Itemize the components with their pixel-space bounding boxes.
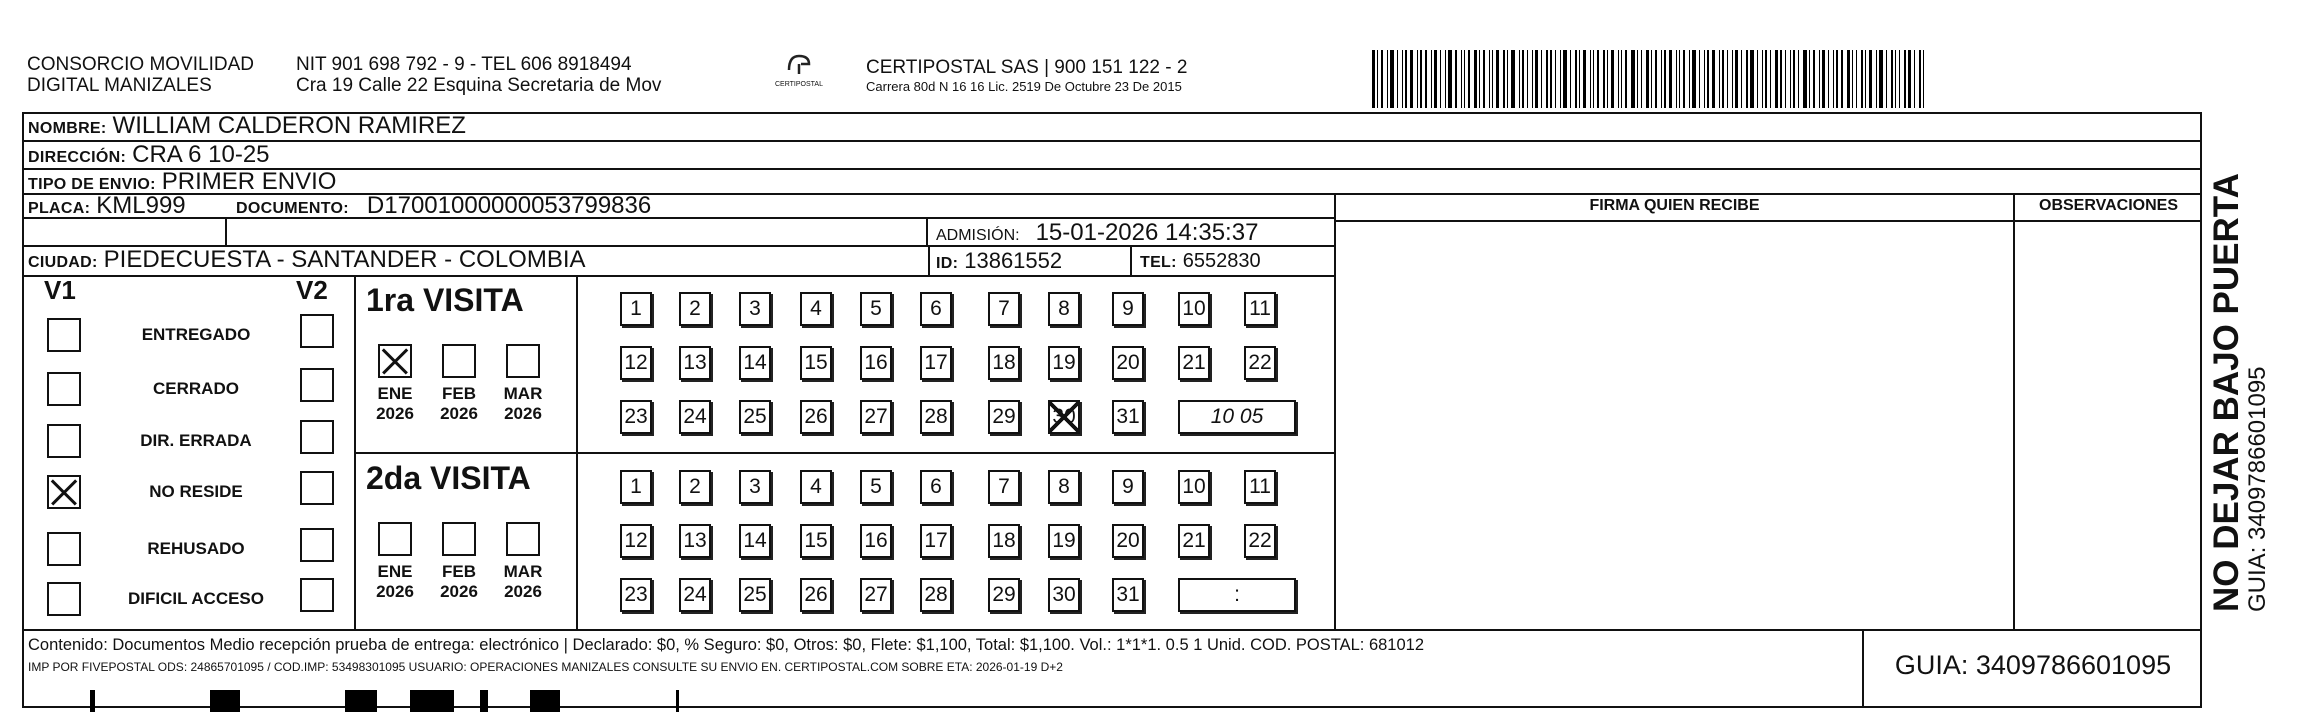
logo-label: CERTIPOSTAL (775, 81, 823, 88)
time-box[interactable]: : (1178, 578, 1296, 612)
row-divider (354, 452, 1334, 454)
month-label (498, 384, 548, 424)
placa-label: PLACA: (28, 200, 91, 217)
month-label (498, 562, 548, 602)
documento-field (236, 192, 651, 220)
barcode-bar (1532, 50, 1533, 108)
barcode-bar (1590, 50, 1591, 108)
barcode-bar (1735, 50, 1738, 108)
barcode-bar (1546, 50, 1548, 108)
day-box[interactable]: 21 (1178, 524, 1210, 558)
barcode-bar (1646, 50, 1649, 108)
barcode-bar (1377, 50, 1378, 108)
day-box[interactable]: 13 (679, 346, 711, 380)
barcode-bar (1618, 50, 1619, 108)
day-box[interactable]: 2 (679, 470, 711, 504)
day-box[interactable]: 22 (1244, 346, 1276, 380)
side-guia: GUIA: 3409786601095 (2244, 366, 2271, 612)
imp-line: IMP POR FIVEPOSTAL ODS: 24865701095 / COD.IMP: 53498301095 USUARIO: OPERACIONES MANIZALES CONSULTE SU ENVIO EN. CERTIPOSTAL.COM SOBRE ETA: 2026-01-19 D+2 (28, 660, 1063, 674)
barcode-bar (1431, 50, 1432, 108)
day-box[interactable]: 30 (1048, 578, 1080, 612)
day-box[interactable]: 3 (739, 292, 771, 326)
barcode-bar (1798, 50, 1799, 108)
barcode-bar (1669, 50, 1672, 108)
admision-value: 15-01-2026 14:35:37 (1035, 219, 1259, 246)
col-divider (928, 245, 930, 275)
tel-field (1140, 250, 1261, 273)
barcode-bar (1434, 50, 1437, 108)
v1-checkbox[interactable] (47, 372, 81, 406)
day-box[interactable]: 5 (860, 292, 892, 326)
tipo-envio-label: TIPO DE ENVIO: (28, 176, 156, 193)
barcode-bar (1833, 50, 1834, 108)
month-year: 2026 (504, 404, 542, 423)
barcode-bar (1775, 50, 1778, 108)
barcode-bar (1405, 50, 1407, 108)
documento-value: D17001000000053799836 (366, 192, 652, 219)
v1-checkbox[interactable] (47, 318, 81, 352)
barcode-bar (1865, 50, 1866, 108)
bottom-bar (90, 690, 95, 712)
month-name: MAR (503, 384, 543, 403)
direccion-field (28, 141, 270, 169)
barcode-bar (1563, 50, 1567, 108)
day-box[interactable]: 2 (679, 292, 711, 326)
barcode-bar (1625, 50, 1627, 108)
barcode-bar (1651, 50, 1652, 108)
day-box[interactable]: 6 (920, 470, 952, 504)
day-box[interactable]: 29 (988, 578, 1020, 612)
barcode-bar (1692, 50, 1696, 108)
barcode-bar (1541, 50, 1542, 108)
v2-checkbox[interactable] (300, 471, 334, 505)
ciudad-field (28, 246, 586, 274)
day-box[interactable]: 4 (800, 470, 832, 504)
day-box[interactable]: 18 (988, 524, 1020, 558)
month-year: 2026 (376, 582, 414, 601)
barcode-bar (1822, 50, 1825, 108)
status-label: NO RESIDE (149, 482, 243, 501)
barcode-bar (1496, 50, 1499, 108)
day-box[interactable]: 20 (1112, 346, 1144, 380)
barcode-bar (1664, 50, 1666, 108)
day-box[interactable]: 23 (620, 578, 652, 612)
tel-label: TEL: (1140, 254, 1177, 271)
barcode-bar (1676, 50, 1677, 108)
barcode-bar (1468, 50, 1470, 108)
barcode-bar (1661, 50, 1662, 108)
col-divider (926, 217, 928, 245)
month-name: MAR (503, 562, 543, 581)
barcode-bar (1770, 50, 1771, 108)
barcode-bar (1381, 50, 1383, 108)
day-box[interactable]: 9 (1112, 470, 1144, 504)
barcode-bar (1425, 50, 1427, 108)
company-line-1: CONSORCIO MOVILIDAD (27, 54, 254, 75)
bottom-bar (480, 690, 488, 712)
address-line: Cra 19 Calle 22 Esquina Secretaria de Mov (296, 75, 662, 96)
barcode-bar (1856, 50, 1857, 108)
bottom-bar (210, 690, 240, 712)
month-year: 2026 (440, 582, 478, 601)
month-label (434, 384, 484, 424)
col-divider (225, 217, 227, 245)
v1-checkbox[interactable] (47, 424, 81, 458)
barcode-bar (1461, 50, 1462, 108)
day-box[interactable]: 25 (739, 400, 771, 434)
month-name: FEB (442, 384, 476, 403)
barcode-bar (1908, 50, 1911, 108)
barcode-bar (1828, 50, 1829, 108)
barcode-bar (1891, 50, 1893, 108)
barcode-bar (1899, 50, 1900, 108)
barcode-bar (1793, 50, 1795, 108)
company-contact (296, 54, 661, 96)
admision-label: ADMISIÓN: (936, 227, 1020, 244)
nit-line: NIT 901 698 792 - 9 - TEL 606 8918494 (296, 54, 632, 75)
day-box[interactable]: 19 (1048, 346, 1080, 380)
barcode-bar (1631, 50, 1635, 108)
v1-checkbox[interactable] (47, 475, 81, 509)
v2-checkbox[interactable] (300, 420, 334, 454)
barcode-bar (1387, 50, 1388, 108)
day-box[interactable]: 24 (679, 578, 711, 612)
barcode-bar (1402, 50, 1403, 108)
barcode-bar (1492, 50, 1493, 108)
bottom-bar (530, 690, 560, 712)
barcode-bar (1489, 50, 1490, 108)
v2-checkbox[interactable] (300, 578, 334, 612)
barcode-bar (1886, 50, 1887, 108)
barcode-bar (1841, 50, 1843, 108)
month-checkbox[interactable] (378, 344, 412, 378)
day-box[interactable]: 3 (739, 470, 771, 504)
company-name (27, 54, 254, 96)
barcode-bar (1895, 50, 1896, 108)
month-name: ENE (377, 562, 413, 581)
side-warning: NO DEJAR BAJO PUERTA (2207, 173, 2246, 612)
month-checkbox[interactable] (506, 522, 540, 556)
certipostal-info (866, 57, 1187, 95)
day-box[interactable]: 1 (620, 292, 652, 326)
documento-label: DOCUMENTO: (236, 200, 349, 217)
status-label: ENTREGADO (141, 325, 251, 344)
row-divider (22, 275, 1334, 277)
barcode-bar (1741, 50, 1742, 108)
barcode-bar (1621, 50, 1622, 108)
day-box[interactable]: 5 (860, 470, 892, 504)
barcode-bar (1707, 50, 1709, 108)
day-box[interactable]: 15 (800, 524, 832, 558)
side-text (2207, 152, 2271, 612)
day-box[interactable]: 27 (860, 400, 892, 434)
barcode-bar (1519, 50, 1520, 108)
barcode-bar (1641, 50, 1642, 108)
barcode-bar (1511, 50, 1515, 108)
nombre-label: NOMBRE: (28, 120, 107, 137)
ciudad-value: PIEDECUESTA - SANTANDER - COLOMBIA (103, 246, 586, 273)
barcode-bar (1750, 50, 1754, 108)
day-box[interactable]: 16 (860, 524, 892, 558)
bottom-bar (410, 690, 454, 712)
day-box[interactable]: 30 (1048, 400, 1080, 434)
day-box[interactable]: 26 (800, 578, 832, 612)
barcode-bar (1607, 50, 1608, 108)
tracking-barcode (1372, 50, 1927, 108)
barcode-bar (1417, 50, 1418, 108)
company-line-2: DIGITAL MANIZALES (27, 75, 212, 96)
visit-title: 1ra VISITA (366, 282, 524, 318)
barcode-bar (1503, 50, 1505, 108)
status-label: CERRADO (153, 379, 239, 398)
barcode-bar (1397, 50, 1398, 108)
barcode-bar (1579, 50, 1580, 108)
barcode-bar (1813, 50, 1815, 108)
day-box[interactable]: 8 (1048, 470, 1080, 504)
barcode-bar (1876, 50, 1877, 108)
v2-checkbox[interactable] (300, 528, 334, 562)
bottom-bar (676, 690, 679, 712)
barcode-bar (1440, 50, 1441, 108)
day-box[interactable]: 6 (920, 292, 952, 326)
row-divider (22, 629, 2202, 631)
day-box[interactable]: 31 (1112, 578, 1144, 612)
month-checkbox[interactable] (378, 522, 412, 556)
barcode-bar (1593, 50, 1594, 108)
day-box[interactable]: 9 (1112, 292, 1144, 326)
v2-checkbox[interactable] (300, 368, 334, 402)
barcode-bar (1603, 50, 1605, 108)
day-box[interactable]: 20 (1112, 524, 1144, 558)
tel-value: 6552830 (1182, 250, 1261, 272)
barcode-bar (1555, 50, 1556, 108)
footer-guia: GUIA: 3409786601095 (1894, 650, 2172, 680)
barcode-bar (1879, 50, 1883, 108)
barcode-bar (1722, 50, 1724, 108)
month-checkbox[interactable] (506, 344, 540, 378)
barcode-bar (1483, 50, 1485, 108)
month-label (370, 562, 420, 602)
barcode-bar (1372, 50, 1375, 108)
day-box[interactable]: 21 (1178, 346, 1210, 380)
barcode-bar (1455, 50, 1457, 108)
day-box[interactable]: 26 (800, 400, 832, 434)
nombre-value: WILLIAM CALDERON RAMIREZ (112, 112, 466, 139)
tipo-envio-value: PRIMER ENVIO (161, 168, 337, 195)
month-checkbox[interactable] (442, 344, 476, 378)
barcode-bar (1712, 50, 1715, 108)
day-box[interactable]: 27 (860, 578, 892, 612)
v2-checkbox[interactable] (300, 314, 334, 348)
barcode-bar (1560, 50, 1561, 108)
barcode-bar (1719, 50, 1720, 108)
placa-value: KML999 (96, 192, 186, 219)
contenido-line: Contenido: Documentos Medio recepción prueba de entrega: electrónico | Declarado: $0, % Seguro: $0, Otros: $0, Flete: $1,100, Total: $1,100. Vol.: 1*1*1. 0.5 1 Unid. COD. POSTAL: 681012 (28, 636, 1425, 654)
barcode-bar (1522, 50, 1524, 108)
barcode-bar (1474, 50, 1477, 108)
barcode-bar (1507, 50, 1508, 108)
day-box[interactable]: 16 (860, 346, 892, 380)
barcode-bar (1550, 50, 1552, 108)
barcode-bar (1762, 50, 1763, 108)
row-divider (22, 140, 2202, 142)
certipostal-address: Carrera 80d N 16 16 Lic. 2519 De Octubre 23 De 2015 (866, 79, 1182, 94)
barcode-bar (1765, 50, 1767, 108)
visit-title: 2da VISITA (366, 460, 531, 496)
time-box[interactable]: 10 05 (1178, 400, 1296, 434)
barcode-bar (1869, 50, 1872, 108)
day-box[interactable]: 11 (1244, 292, 1276, 326)
day-box[interactable]: 15 (800, 346, 832, 380)
v1-checkbox[interactable] (47, 582, 81, 616)
observaciones-label: OBSERVACIONES (2039, 197, 2178, 214)
day-box[interactable]: 8 (1048, 292, 1080, 326)
barcode-bar (1732, 50, 1733, 108)
barcode-bar (1861, 50, 1863, 108)
day-box[interactable]: 12 (620, 524, 652, 558)
day-box[interactable]: 11 (1244, 470, 1276, 504)
day-box[interactable]: 10 (1178, 470, 1210, 504)
day-box[interactable]: 17 (920, 524, 952, 558)
direccion-label: DIRECCIÓN: (28, 149, 127, 166)
barcode-bar (1410, 50, 1413, 108)
barcode-bar (1597, 50, 1599, 108)
day-box[interactable]: 10 (1178, 292, 1210, 326)
day-box[interactable]: 7 (988, 470, 1020, 504)
barcode-bar (1923, 50, 1924, 108)
barcode-bar (1780, 50, 1782, 108)
signature-area[interactable] (1336, 222, 2013, 627)
day-box[interactable]: 31 (1112, 400, 1144, 434)
barcode-bar (1919, 50, 1921, 108)
barcode-bar (1448, 50, 1452, 108)
barcode-bar (1852, 50, 1853, 108)
id-field (936, 248, 1062, 274)
month-label (370, 384, 420, 424)
barcode-bar (1746, 50, 1748, 108)
certipostal-logo (768, 50, 830, 100)
nombre-field (28, 112, 466, 140)
admision-field (936, 219, 1258, 247)
barcode-bar (1727, 50, 1728, 108)
barcode-bar (1679, 50, 1680, 108)
bottom-bar (345, 690, 377, 712)
id-label: ID: (936, 255, 959, 272)
barcode-bar (1445, 50, 1446, 108)
month-name: ENE (377, 384, 413, 403)
barcode-bar (1904, 50, 1906, 108)
v1-label: V1 (44, 275, 76, 305)
day-box[interactable]: 22 (1244, 524, 1276, 558)
barcode-bar (1836, 50, 1838, 108)
barcode-bar (1809, 50, 1810, 108)
certipostal-logo-icon (779, 50, 819, 76)
barcode-bar (1785, 50, 1786, 108)
barcode-bar (1390, 50, 1394, 108)
firma-label: FIRMA QUIEN RECIBE (1589, 197, 1760, 214)
month-year: 2026 (376, 404, 414, 423)
day-box[interactable]: 7 (988, 292, 1020, 326)
day-box[interactable]: 29 (988, 400, 1020, 434)
barcode-bar (1655, 50, 1657, 108)
barcode-bar (1914, 50, 1915, 108)
day-box[interactable]: 28 (920, 400, 952, 434)
status-label: DIFICIL ACCESO (127, 589, 264, 608)
placa-field (28, 192, 186, 220)
barcode-bar (1535, 50, 1538, 108)
day-box[interactable]: 25 (739, 578, 771, 612)
barcode-bar (1790, 50, 1791, 108)
day-box[interactable]: 23 (620, 400, 652, 434)
barcode-bar (1637, 50, 1638, 108)
month-label (434, 562, 484, 602)
barcode-bar (1611, 50, 1614, 108)
observaciones-area[interactable] (2015, 222, 2202, 627)
certipostal-line: CERTIPOSTAL SAS | 900 151 122 - 2 (866, 57, 1188, 78)
day-box[interactable]: 4 (800, 292, 832, 326)
barcode-bar (1689, 50, 1690, 108)
day-box[interactable]: 12 (620, 346, 652, 380)
ciudad-label: CIUDAD: (28, 254, 98, 271)
barcode-bar (1699, 50, 1700, 108)
status-label: REHUSADO (147, 539, 245, 558)
day-box[interactable]: 17 (920, 346, 952, 380)
barcode-bar (1757, 50, 1758, 108)
month-year: 2026 (504, 582, 542, 601)
day-box[interactable]: 1 (620, 470, 652, 504)
barcode-bar (1575, 50, 1577, 108)
barcode-bar (1803, 50, 1807, 108)
v1-checkbox[interactable] (47, 532, 81, 566)
barcode-bar (1683, 50, 1685, 108)
day-box[interactable]: 14 (739, 346, 771, 380)
barcode-bar (1420, 50, 1422, 108)
day-box[interactable]: 19 (1048, 524, 1080, 558)
barcode-bar (1527, 50, 1528, 108)
day-box[interactable]: 24 (679, 400, 711, 434)
barcode-bar (1819, 50, 1820, 108)
status-label: DIR. ERRADA (140, 431, 252, 450)
barcode-bar (1583, 50, 1586, 108)
day-box[interactable]: 13 (679, 524, 711, 558)
barcode-bar (1464, 50, 1465, 108)
month-name: FEB (442, 562, 476, 581)
barcode-bar (1570, 50, 1571, 108)
barcode-bar (1847, 50, 1850, 108)
day-box[interactable]: 14 (739, 524, 771, 558)
id-value: 13861552 (964, 248, 1063, 273)
col-divider (1130, 245, 1132, 275)
direccion-value: CRA 6 10-25 (132, 141, 270, 168)
month-year: 2026 (440, 404, 478, 423)
barcode-bar (1704, 50, 1705, 108)
barcode-bar (1479, 50, 1480, 108)
month-checkbox[interactable] (442, 522, 476, 556)
row-divider (22, 168, 2202, 170)
day-box[interactable]: 28 (920, 578, 952, 612)
v2-label: V2 (296, 275, 328, 305)
day-box[interactable]: 18 (988, 346, 1020, 380)
